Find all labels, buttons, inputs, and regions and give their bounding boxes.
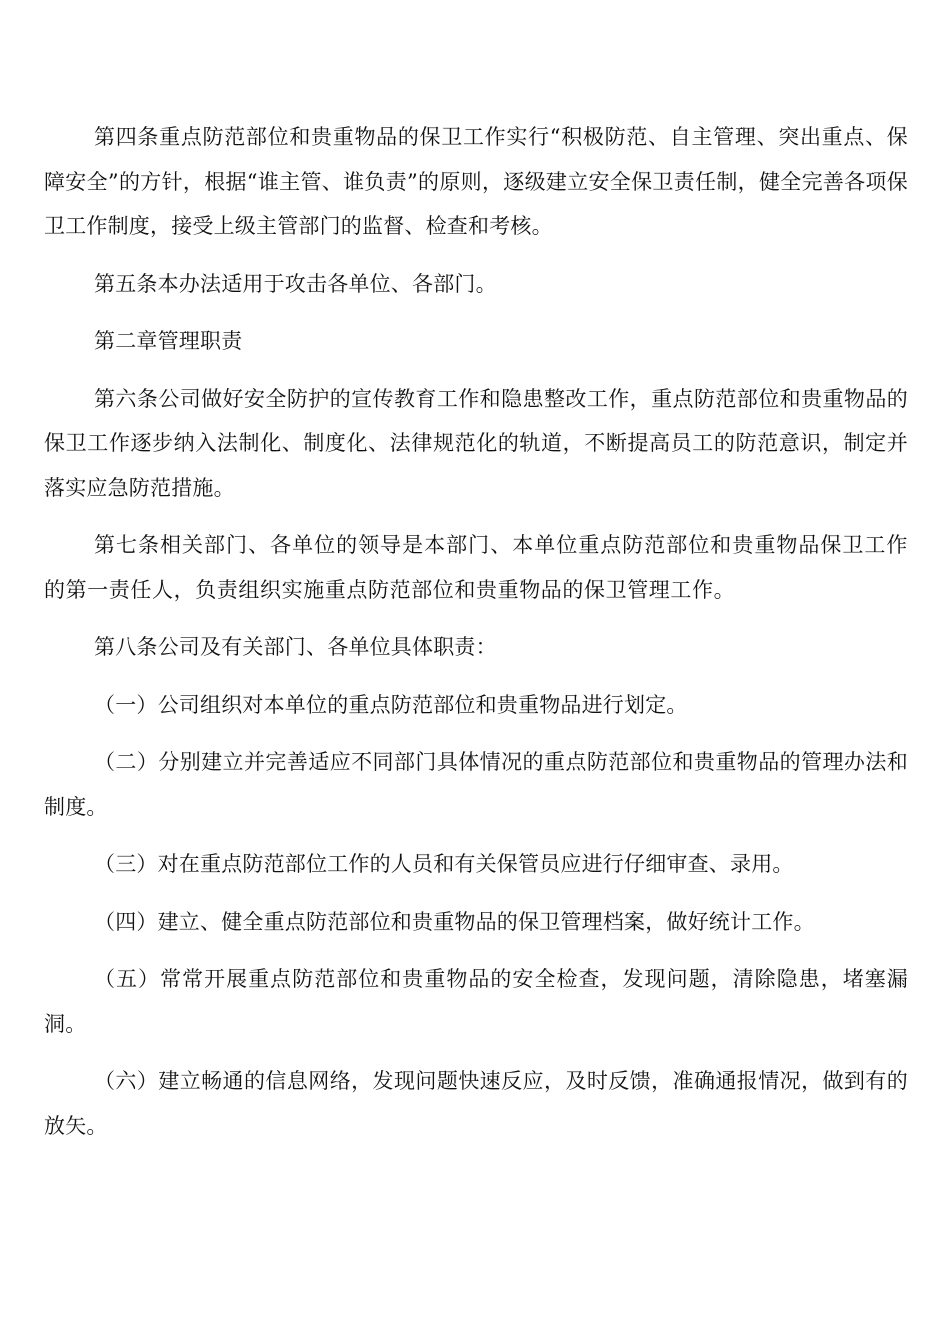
- paragraph-article-5: 第五条本办法适用于攻击各单位、各部门。: [94, 271, 497, 296]
- list-item-1: （一）公司组织对本单位的重点防范部位和贵重物品进行划定。: [94, 692, 688, 717]
- document-body: [44, 115, 908, 1161]
- list-item-5: （五）常常开展重点防范部位和贵重物品的安全检查，发现问题，清除隐患，堵塞漏洞。: [44, 967, 908, 1036]
- paragraph-article-7: 第七条相关部门、各单位的领导是本部门、本单位重点防范部位和贵重物品保卫工作的第一责任人，负责组织实施重点防范部位和贵重物品的保卫管理工作。: [44, 533, 908, 602]
- list-item-4: （四）建立、健全重点防范部位和贵重物品的保卫管理档案，做好统计工作。: [94, 909, 815, 934]
- list-item-3: （三）对在重点防范部位工作的人员和有关保管员应进行仔细审查、录用。: [94, 852, 794, 876]
- paragraph-article-4: 第四条重点防范部位和贵重物品的保卫工作实行“积极防范、自主管理、突出重点、保障安全”的方针，根据“谁主管、谁负责”的原则，逐级建立安全保卫责任制，健全完善各项保卫工作制度，接受上级主管部门的监督、检查和考核。: [44, 125, 908, 238]
- list-item-2: （二）分别建立并完善适应不同部门具体情况的重点防范部位和贵重物品的管理办法和制度。: [44, 750, 908, 819]
- paragraph-article-8: 第八条公司及有关部门、各单位具体职责：: [94, 635, 497, 659]
- chapter-heading: 第二章管理职责: [94, 329, 243, 353]
- list-item-6: （六）建立畅通的信息网络，发现问题快速反应，及时反馈，准确通报情况，做到有的放矢。: [44, 1069, 908, 1138]
- paragraph-article-6: 第六条公司做好安全防护的宣传教育工作和隐患整改工作，重点防范部位和贵重物品的保卫工作逐步纳入法制化、制度化、法律规范化的轨道，不断提高员工的防范意识，制定并落实应急防范措施。: [44, 386, 908, 500]
